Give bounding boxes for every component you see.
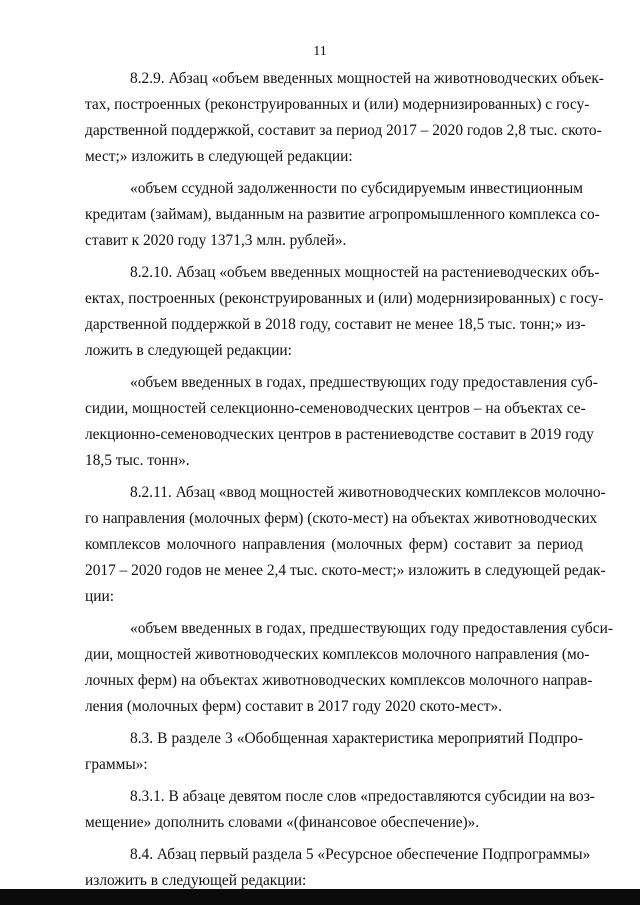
scan-edge-bar bbox=[0, 889, 640, 905]
text-line: сидии, мощностей селекционно-семеноводческих центров – на объектах се- bbox=[85, 400, 586, 417]
text-line: кредитам (займам), выданным на развитие агропромышленного комплекса со- bbox=[85, 206, 600, 223]
text-line: «объем введенных в годах, предшествующих году предоставления суб- bbox=[130, 374, 598, 391]
text-line: «объем ссудной задолженности по субсидируемым инвестиционным bbox=[130, 180, 583, 197]
text-line: 2017 – 2020 годов не менее 2,4 тыс. ското-мест;» изложить в следующей редак- bbox=[85, 562, 606, 579]
text-line: го направления (молочных ферм) (ското-мест) на объектах животноводческих bbox=[85, 510, 598, 527]
paragraph bbox=[85, 616, 613, 720]
text-line: дии, мощностей животноводческих комплексов молочного направления (мо- bbox=[85, 646, 590, 663]
text-line: 18,5 тыс. тонн». bbox=[85, 452, 190, 469]
paragraph bbox=[85, 66, 604, 170]
paragraph bbox=[85, 480, 606, 610]
paragraph bbox=[85, 260, 604, 364]
text-line: 8.2.9. Абзац «объем введенных мощностей на животноводческих объек- bbox=[130, 70, 604, 87]
document-body bbox=[85, 66, 613, 894]
text-line: дарственной поддержкой, составит за период 2017 – 2020 годов 2,8 тыс. ското- bbox=[85, 122, 602, 139]
text-line: тах, построенных (реконструированных и (или) модернизированных) с госу- bbox=[85, 96, 590, 113]
text-line: ции: bbox=[85, 588, 114, 605]
text-line: комплексов молочного направления (молочных ферм) составит за период bbox=[85, 536, 583, 553]
paragraph bbox=[85, 726, 583, 778]
text-line: мест;» изложить в следующей редакции: bbox=[85, 148, 353, 165]
paragraph bbox=[85, 176, 600, 254]
text-line: лочных ферм) на объектах животноводческих комплексов молочного направ- bbox=[85, 672, 593, 689]
page-number: 11 bbox=[313, 44, 327, 59]
text-line: ложить в следующей редакции: bbox=[85, 342, 292, 359]
text-line: ления (молочных ферм) составит в 2017 году 2020 ското-мест». bbox=[85, 698, 502, 715]
text-line: 8.4. Абзац первый раздела 5 «Ресурсное обеспечение Подпрограммы» bbox=[130, 846, 591, 863]
text-line: «объем введенных в годах, предшествующих году предоставления субси- bbox=[130, 620, 613, 637]
text-line: дарственной поддержкой в 2018 году, составит не менее 18,5 тыс. тонн;» из- bbox=[85, 316, 586, 333]
paragraph bbox=[85, 370, 598, 474]
text-line: 8.2.11. Абзац «ввод мощностей животноводческих комплексов молочно- bbox=[130, 484, 606, 501]
text-line: мещение» дополнить словами «(финансовое обеспечение)». bbox=[85, 814, 480, 831]
text-line: 8.3. В разделе 3 «Обобщенная характеристика мероприятий Подпро- bbox=[130, 730, 583, 747]
text-line: 8.3.1. В абзаце девятом после слов «предоставляются субсидии на воз- bbox=[130, 788, 595, 805]
text-line: ставит к 2020 году 1371,3 млн. рублей». bbox=[85, 232, 347, 249]
text-line: граммы»: bbox=[85, 756, 148, 773]
paragraph bbox=[85, 842, 591, 894]
text-line: 8.2.10. Абзац «объем введенных мощностей на растениеводческих объ- bbox=[130, 264, 600, 281]
text-line: изложить в следующей редакции: bbox=[85, 872, 307, 889]
text-line: лекционно-семеноводческих центров в растениеводстве составит в 2019 году bbox=[85, 426, 594, 443]
text-line: ектах, построенных (реконструированных и (или) модернизированных) с госу- bbox=[85, 290, 604, 307]
paragraph bbox=[85, 784, 595, 836]
